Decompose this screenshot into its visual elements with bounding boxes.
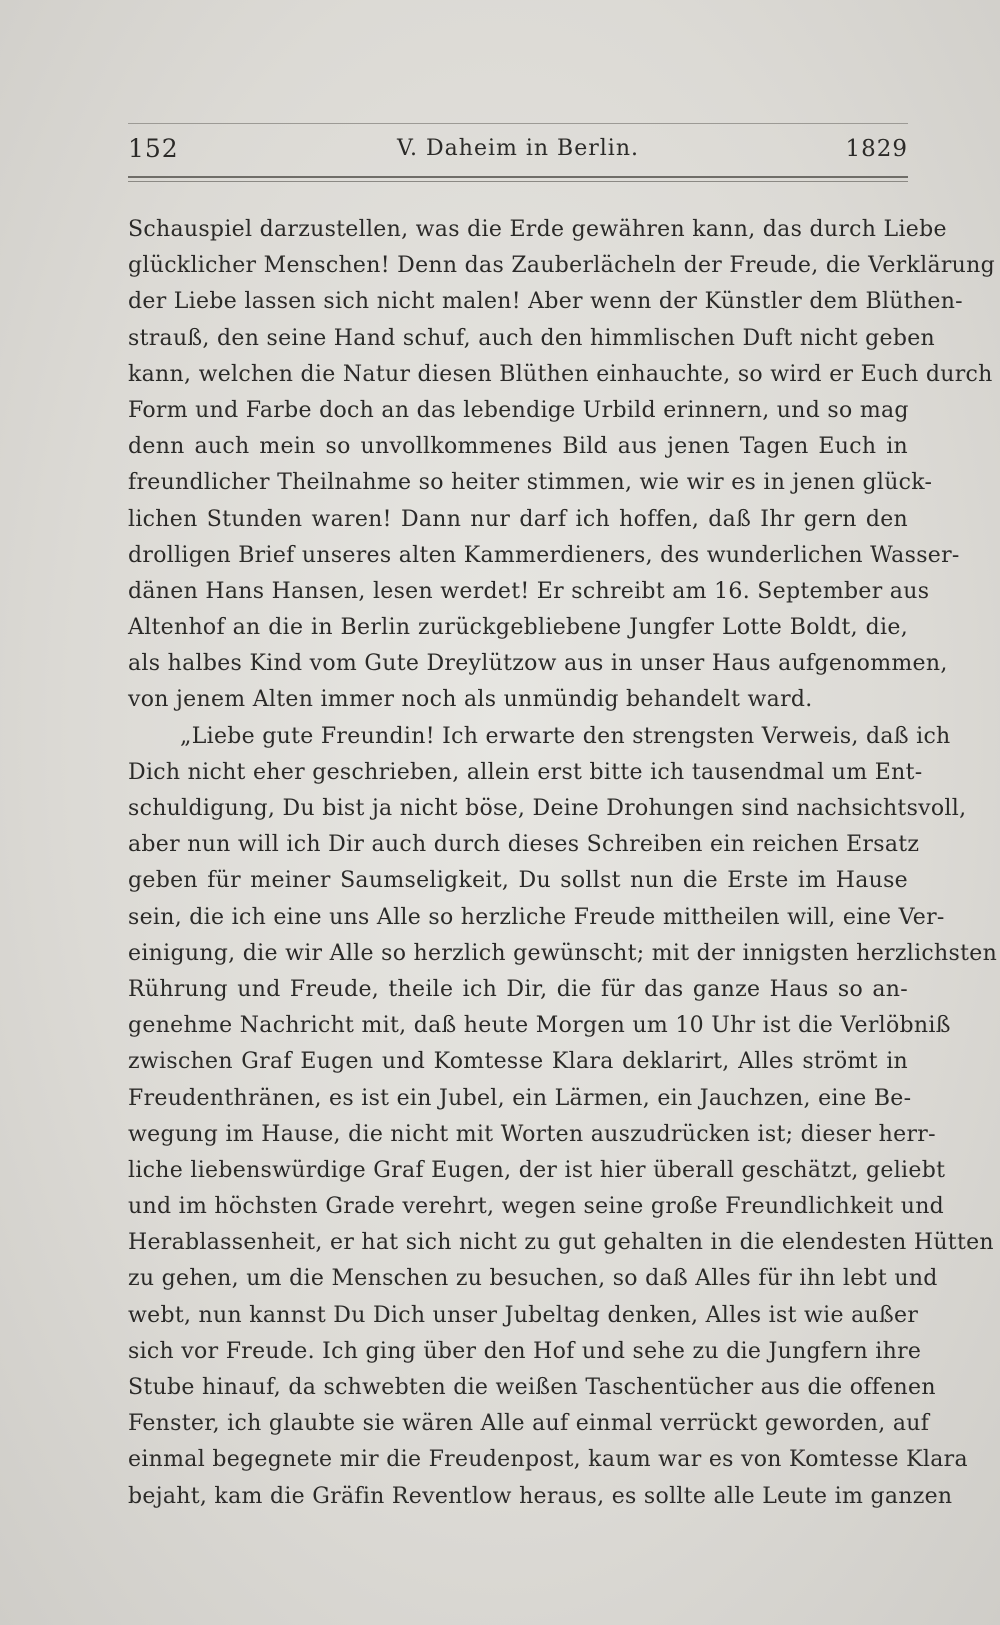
text-line: wegung im Hause, die nicht mit Worten auszudrücken ist; dieser herr- [128, 1121, 936, 1147]
text-line: freundlicher Theilnahme so heiter stimmen, wie wir es in jenen glück- [128, 470, 933, 496]
running-header [128, 130, 908, 170]
text-line: Schauspiel darzustellen, was die Erde gewähren kann, das durch Liebe [128, 217, 947, 242]
text-line: glücklicher Menschen! Denn das Zauberlächeln der Freude, die Verklärung [128, 253, 995, 279]
paragraph [128, 212, 995, 719]
text-line: genehme Nachricht mit, daß heute Morgen um 10 Uhr ist die Verlöbniß [128, 1013, 951, 1039]
text-line: Dich nicht eher geschrieben, allein erst bitte ich tausendmal um Ent- [128, 759, 923, 785]
text-line: als halbes Kind vom Gute Dreylützow aus in unser Haus aufgenommen, [128, 651, 948, 677]
text-line: dänen Hans Hansen, lesen werdet! Er schreibt am 16. September aus [128, 578, 930, 604]
text-line: kann, welchen die Natur diesen Blüthen einhauchte, so wird er Euch durch [128, 361, 993, 387]
paragraph [128, 719, 998, 1515]
page-number: 152 [128, 134, 179, 163]
text-line: und im höchsten Grade verehrt, wegen seine große Freundlichkeit und [128, 1194, 945, 1220]
text-line: bejaht, kam die Gräfin Reventlow heraus, es sollte alle Leute im ganzen [128, 1483, 953, 1509]
text-line: Fenster, ich glaubte sie wären Alle auf einmal verrückt geworden, auf [128, 1411, 930, 1437]
text-line: Stube hinauf, da schwebten die weißen Taschentücher aus die offenen [128, 1375, 936, 1400]
text-line: von jenem Alten immer noch als unmündig behandelt ward. [128, 687, 813, 713]
text-line: zu gehen, um die Menschen zu besuchen, so daß Alles für ihn lebt und [128, 1266, 938, 1292]
text-line: webt, nun kannst Du Dich unser Jubeltag denken, Alles ist wie außer [128, 1302, 919, 1328]
text-line: zwischen Graf Eugen und Komtesse Klara deklarirt, Alles strömt in [128, 1049, 908, 1075]
text-line: Herablassenheit, er hat sich nicht zu gut gehalten in die elendesten Hütten [128, 1230, 994, 1256]
text-line: schuldigung, Du bist ja nicht böse, Deine Drohungen sind nachsichtsvoll, [128, 796, 967, 821]
text-line: Altenhof an die in Berlin zurückgebliebene Jungfer Lotte Boldt, die, [128, 615, 908, 641]
text-line: drolligen Brief unseres alten Kammerdieners, des wunderlichen Wasser- [128, 542, 960, 568]
header-top-rule [128, 123, 908, 124]
header-year: 1829 [845, 136, 908, 162]
header-rule-thin [128, 181, 908, 182]
text-line: Freudenthränen, es ist ein Jubel, ein Lärmen, ein Jauchzen, eine Be- [128, 1085, 912, 1111]
text-line: lichen Stunden waren! Dann nur darf ich hoffen, daß Ihr gern den [128, 506, 908, 532]
text-line: liche liebenswürdige Graf Eugen, der ist hier überall geschätzt, geliebt [128, 1157, 946, 1183]
text-line: einigung, die wir Alle so herzlich gewünscht; mit der innigsten herzlichsten [128, 940, 998, 966]
text-line: aber nun will ich Dir auch durch dieses Schreiben ein reichen Ersatz [128, 832, 920, 858]
text-line: strauß, den seine Hand schuf, auch den himmlischen Duft nicht geben [128, 325, 936, 351]
text-line: einmal begegnete mir die Freudenpost, kaum war es von Komtesse Klara [128, 1447, 968, 1473]
text-line: denn auch mein so unvollkommenes Bild aus jenen Tagen Euch in [128, 434, 908, 460]
running-title: V. Daheim in Berlin. [397, 136, 639, 161]
text-line: sich vor Freude. Ich ging über den Hof und sehe zu die Jungfern ihre [128, 1338, 922, 1364]
text-line: geben für meiner Saumseligkeit, Du sollst nun die Erste im Hause [128, 868, 908, 894]
text-line: Form und Farbe doch an das lebendige Urbild erinnern, und so mag [128, 397, 909, 423]
body-text [128, 212, 998, 1515]
text-line: der Liebe lassen sich nicht malen! Aber wenn der Künstler dem Blüthen- [128, 289, 963, 315]
text-line: Rührung und Freude, theile ich Dir, die für das ganze Haus so an- [128, 976, 908, 1002]
text-line: sein, die ich eine uns Alle so herzliche Freude mittheilen will, eine Ver- [128, 904, 945, 930]
header-rule [128, 176, 908, 178]
text-line: „Liebe gute Freundin! Ich erwarte den strengsten Verweis, daß ich [180, 723, 951, 749]
